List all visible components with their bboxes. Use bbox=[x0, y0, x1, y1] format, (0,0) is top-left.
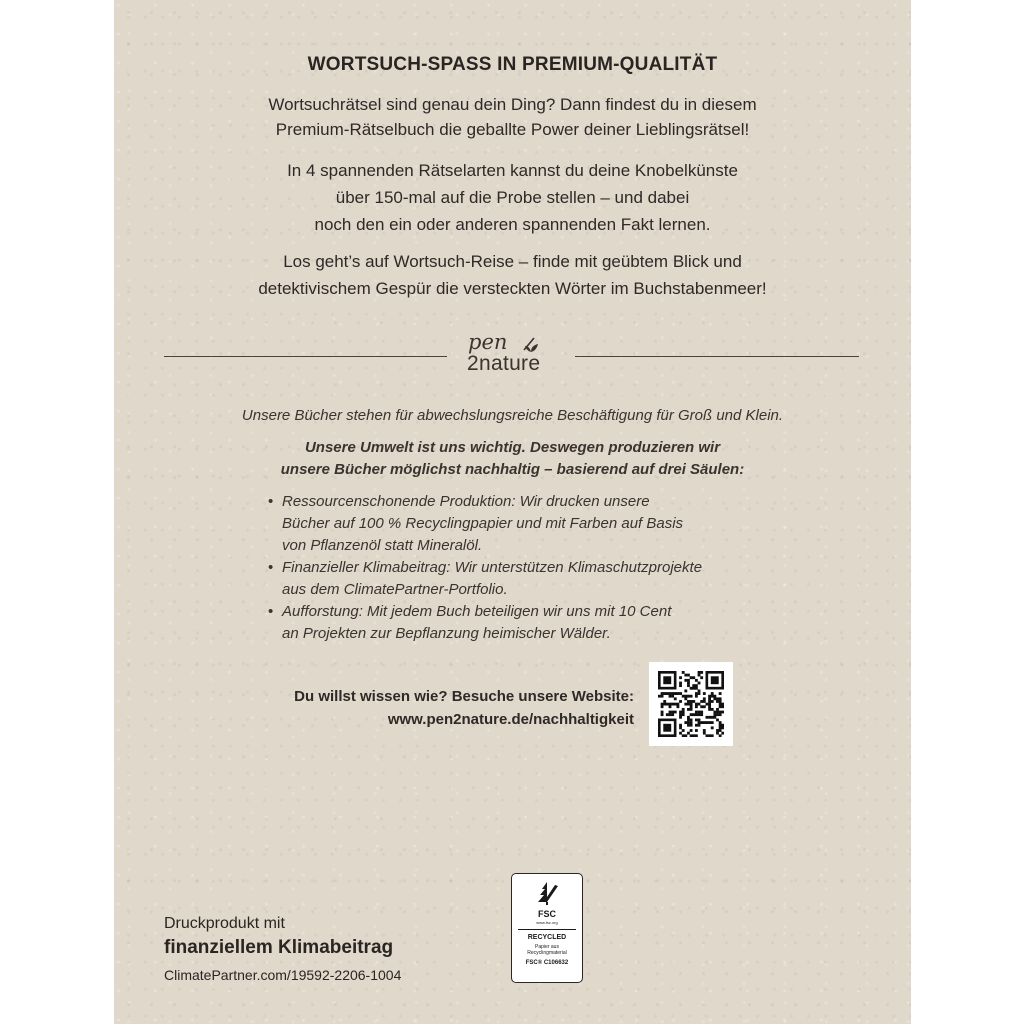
journey-paragraph bbox=[114, 248, 911, 302]
list-item-line: • Aufforstung: Mit jedem Buch beteiligen wir uns mit 10 Cent bbox=[282, 603, 672, 620]
fsc-recycled-badge bbox=[511, 873, 583, 983]
book-back-cover bbox=[114, 0, 911, 1024]
intro-line: Premium-Rätselbuch die geballte Power deiner Lieblingsrätsel! bbox=[275, 120, 750, 139]
logo-text-pen: pen bbox=[468, 330, 508, 354]
intro-paragraph bbox=[114, 92, 911, 142]
cover-heading: WORTSUCH-SPASS IN PREMIUM-QUALITÄT bbox=[307, 54, 718, 75]
list-item bbox=[268, 601, 788, 645]
fsc-label: FSC bbox=[538, 909, 556, 919]
fsc-subtitle-line: Papier aus bbox=[535, 944, 559, 950]
tagline: Unsere Bücher stehen für abwechslungsreiche Beschäftigung für Groß und Klein. bbox=[241, 407, 784, 424]
list-item-line: aus dem ClimatePartner-Portfolio. bbox=[282, 581, 508, 598]
climate-partner-id: ClimatePartner.com/19592-2206-1004 bbox=[164, 967, 402, 983]
fsc-tree-checkmark-icon bbox=[532, 880, 562, 906]
fsc-subtitle-line: Recyclingmaterial bbox=[527, 950, 567, 956]
fsc-subtitle bbox=[512, 944, 582, 956]
puzzle-types-paragraph bbox=[114, 157, 911, 238]
website-callout bbox=[214, 685, 634, 731]
statement-line: Unsere Umwelt ist uns wichtig. Deswegen produzieren wir bbox=[304, 439, 721, 456]
climate-partner-label bbox=[164, 915, 401, 983]
list-item-line: • Finanzieller Klimabeitrag: Wir unterstützen Klimaschutzprojekte bbox=[282, 559, 703, 576]
paragraph-line: Los geht’s auf Wortsuch-Reise – finde mit geübtem Blick und bbox=[283, 252, 742, 271]
climate-label-title: finanziellem Klimabeitrag bbox=[164, 937, 394, 958]
website-url[interactable]: www.pen2nature.de/nachhaltigkeit bbox=[387, 711, 634, 728]
statement-line: unsere Bücher möglichst nachhaltig – basierend auf drei Säulen: bbox=[280, 461, 745, 478]
intro-line: Wortsuchrätsel sind genau dein Ding? Dann findest du in diesem bbox=[268, 95, 757, 114]
qr-code[interactable] bbox=[649, 662, 733, 746]
pen2nature-logo bbox=[452, 330, 572, 382]
qr-code-icon bbox=[658, 671, 724, 737]
environment-statement bbox=[114, 437, 911, 481]
paragraph-line: detektivischem Gespür die versteckten Wörter im Buchstabenmeer! bbox=[258, 279, 767, 298]
list-item-line: • Ressourcenschonende Produktion: Wir drucken unsere bbox=[282, 493, 650, 510]
paragraph-line: über 150-mal auf die Probe stellen – und dabei bbox=[335, 188, 690, 207]
list-item-line: von Pflanzenöl statt Mineralöl. bbox=[282, 537, 483, 554]
divider-left bbox=[164, 356, 447, 357]
paragraph-line: In 4 spannenden Rätselarten kannst du deine Knobelkünste bbox=[287, 161, 738, 180]
logo-text-nature: 2nature bbox=[467, 352, 541, 375]
divider-right bbox=[575, 356, 859, 357]
list-item bbox=[268, 557, 788, 601]
fsc-site: www.fsc.org bbox=[536, 920, 558, 925]
climate-label-line: Druckprodukt mit bbox=[164, 915, 285, 932]
list-item-line: an Projekten zur Bepflanzung heimischer Wälder. bbox=[282, 625, 611, 642]
fsc-divider bbox=[518, 929, 576, 930]
sustainability-list bbox=[268, 491, 788, 645]
fsc-license-code: FSC® C106632 bbox=[525, 960, 569, 966]
list-item bbox=[268, 491, 788, 557]
website-prompt: Du willst wissen wie? Besuche unsere Website: bbox=[294, 688, 634, 705]
fsc-recycled-label: RECYCLED bbox=[527, 934, 567, 941]
list-item-line: Bücher auf 100 % Recyclingpapier und mit Farben auf Basis bbox=[282, 515, 684, 532]
paragraph-line: noch den ein oder anderen spannenden Fakt lernen. bbox=[314, 215, 711, 234]
